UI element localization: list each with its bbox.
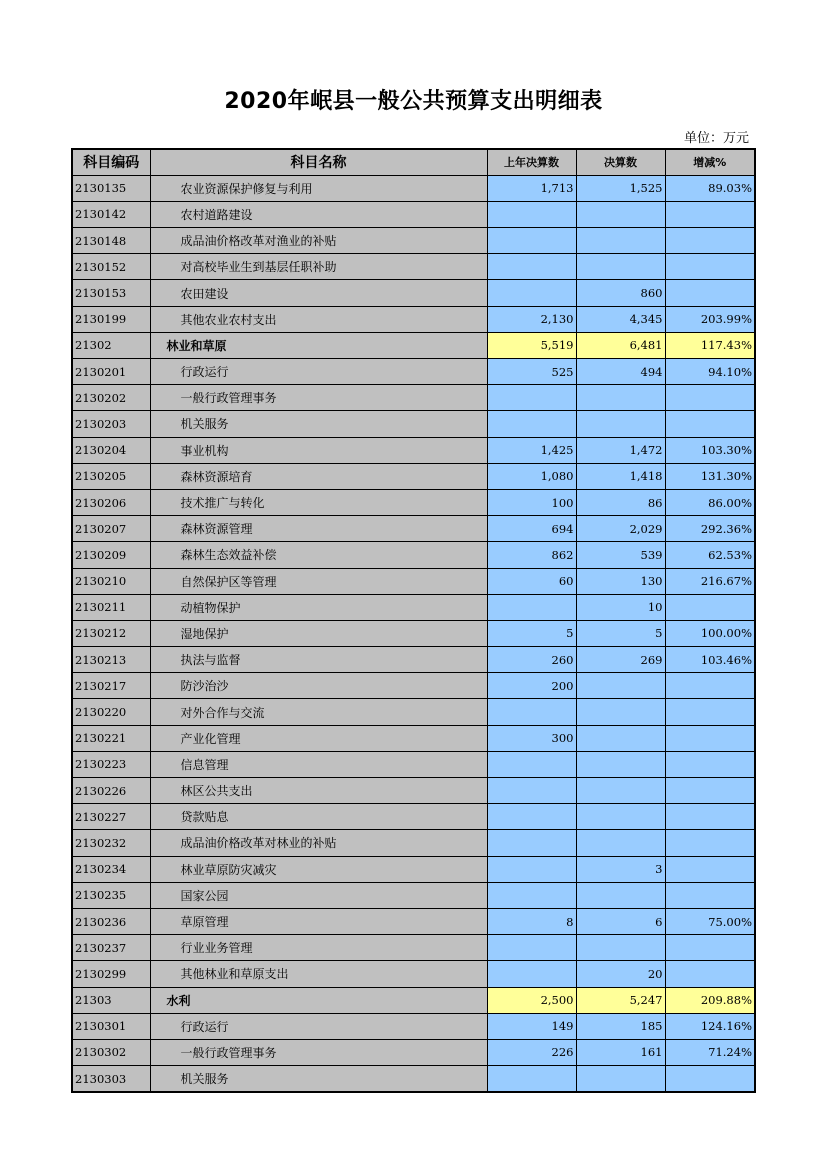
row-final-amount: 130	[576, 568, 665, 594]
row-change-percent	[665, 385, 755, 411]
row-name: 信息管理	[150, 751, 487, 777]
row-change-percent	[665, 856, 755, 882]
row-change-percent	[665, 725, 755, 751]
row-change-percent: 103.30%	[665, 437, 755, 463]
table-row	[72, 647, 755, 673]
table-row	[72, 201, 755, 227]
row-prev-amount	[487, 961, 576, 987]
header-prev: 上年决算数	[487, 149, 576, 175]
row-change-percent: 86.00%	[665, 489, 755, 515]
row-prev-amount	[487, 228, 576, 254]
row-name: 森林资源培育	[150, 463, 487, 489]
row-final-amount: 86	[576, 489, 665, 515]
row-final-amount	[576, 385, 665, 411]
row-change-percent: 103.46%	[665, 647, 755, 673]
table-row	[72, 856, 755, 882]
row-code: 2130199	[72, 306, 150, 332]
row-change-percent	[665, 594, 755, 620]
row-final-amount	[576, 804, 665, 830]
table-row	[72, 254, 755, 280]
row-change-percent: 75.00%	[665, 908, 755, 934]
row-prev-amount: 2,500	[487, 987, 576, 1013]
table-row	[72, 463, 755, 489]
row-final-amount	[576, 935, 665, 961]
row-final-amount: 5	[576, 620, 665, 646]
row-prev-amount: 8	[487, 908, 576, 934]
row-final-amount: 5,247	[576, 987, 665, 1013]
row-change-percent	[665, 280, 755, 306]
row-change-percent	[665, 201, 755, 227]
row-name: 事业机构	[150, 437, 487, 463]
table-row	[72, 542, 755, 568]
row-name: 农田建设	[150, 280, 487, 306]
row-final-amount: 6	[576, 908, 665, 934]
row-name: 成品油价格改革对渔业的补贴	[150, 228, 487, 254]
row-change-percent: 203.99%	[665, 306, 755, 332]
row-code: 21302	[72, 332, 150, 358]
row-change-percent	[665, 935, 755, 961]
row-prev-amount	[487, 856, 576, 882]
row-code: 2130202	[72, 385, 150, 411]
row-change-percent: 71.24%	[665, 1039, 755, 1065]
row-change-percent	[665, 1066, 755, 1093]
row-final-amount: 539	[576, 542, 665, 568]
row-prev-amount	[487, 1066, 576, 1093]
row-name: 机关服务	[150, 1066, 487, 1093]
row-code: 2130227	[72, 804, 150, 830]
row-change-percent	[665, 830, 755, 856]
row-name: 农业资源保护修复与利用	[150, 175, 487, 201]
row-prev-amount: 100	[487, 489, 576, 515]
row-name: 机关服务	[150, 411, 487, 437]
row-final-amount	[576, 673, 665, 699]
row-final-amount: 1,525	[576, 175, 665, 201]
row-name: 林业草原防灾减灾	[150, 856, 487, 882]
row-final-amount: 2,029	[576, 516, 665, 542]
row-code: 2130221	[72, 725, 150, 751]
row-name: 水利	[150, 987, 487, 1013]
row-code: 2130148	[72, 228, 150, 254]
table-row	[72, 437, 755, 463]
unit-label: 单位：万元	[683, 131, 749, 146]
row-prev-amount: 200	[487, 673, 576, 699]
table-row	[72, 489, 755, 515]
row-code: 2130237	[72, 935, 150, 961]
row-code: 2130204	[72, 437, 150, 463]
row-final-amount	[576, 751, 665, 777]
row-final-amount: 10	[576, 594, 665, 620]
row-prev-amount: 5,519	[487, 332, 576, 358]
row-final-amount: 1,418	[576, 463, 665, 489]
row-name: 行业业务管理	[150, 935, 487, 961]
row-name: 森林资源管理	[150, 516, 487, 542]
table-row	[72, 568, 755, 594]
row-prev-amount	[487, 280, 576, 306]
row-final-amount: 20	[576, 961, 665, 987]
table-row	[72, 830, 755, 856]
row-prev-amount: 2,130	[487, 306, 576, 332]
row-change-percent	[665, 411, 755, 437]
row-name: 其他林业和草原支出	[150, 961, 487, 987]
table-row	[72, 411, 755, 437]
row-name: 行政运行	[150, 1013, 487, 1039]
row-name: 防沙治沙	[150, 673, 487, 699]
row-prev-amount: 525	[487, 359, 576, 385]
header-name: 科目名称	[150, 149, 487, 175]
row-name: 行政运行	[150, 359, 487, 385]
row-prev-amount	[487, 778, 576, 804]
row-code: 2130217	[72, 673, 150, 699]
row-name: 一般行政管理事务	[150, 1039, 487, 1065]
row-prev-amount: 694	[487, 516, 576, 542]
row-name: 草原管理	[150, 908, 487, 934]
row-name: 林区公共支出	[150, 778, 487, 804]
table-row	[72, 804, 755, 830]
row-final-amount	[576, 725, 665, 751]
table-row	[72, 175, 755, 201]
row-prev-amount	[487, 201, 576, 227]
row-prev-amount: 5	[487, 620, 576, 646]
row-code: 2130303	[72, 1066, 150, 1093]
row-change-percent: 131.30%	[665, 463, 755, 489]
row-name: 林业和草原	[150, 332, 487, 358]
row-name: 自然保护区等管理	[150, 568, 487, 594]
row-code: 2130153	[72, 280, 150, 306]
row-final-amount: 185	[576, 1013, 665, 1039]
row-prev-amount	[487, 385, 576, 411]
row-code: 2130206	[72, 489, 150, 515]
table-row	[72, 673, 755, 699]
row-change-percent	[665, 254, 755, 280]
row-name: 执法与监督	[150, 647, 487, 673]
table-row	[72, 359, 755, 385]
row-code: 2130301	[72, 1013, 150, 1039]
row-name: 对外合作与交流	[150, 699, 487, 725]
row-name: 其他农业农村支出	[150, 306, 487, 332]
row-change-percent	[665, 228, 755, 254]
row-final-amount	[576, 254, 665, 280]
row-final-amount	[576, 699, 665, 725]
header-final: 决算数	[576, 149, 665, 175]
row-final-amount: 4,345	[576, 306, 665, 332]
table-row	[72, 228, 755, 254]
row-code: 2130213	[72, 647, 150, 673]
table-row	[72, 882, 755, 908]
row-change-percent	[665, 699, 755, 725]
row-code: 2130203	[72, 411, 150, 437]
row-name: 一般行政管理事务	[150, 385, 487, 411]
row-change-percent: 209.88%	[665, 987, 755, 1013]
row-name: 湿地保护	[150, 620, 487, 646]
row-code: 2130235	[72, 882, 150, 908]
row-code: 21303	[72, 987, 150, 1013]
row-prev-amount: 1,080	[487, 463, 576, 489]
table-header-row	[72, 149, 755, 175]
row-prev-amount	[487, 882, 576, 908]
row-prev-amount	[487, 594, 576, 620]
table-row	[72, 280, 755, 306]
row-code: 2130236	[72, 908, 150, 934]
row-change-percent	[665, 751, 755, 777]
row-change-percent	[665, 673, 755, 699]
table-row	[72, 778, 755, 804]
row-final-amount: 6,481	[576, 332, 665, 358]
row-change-percent	[665, 882, 755, 908]
row-code: 2130232	[72, 830, 150, 856]
row-code: 2130210	[72, 568, 150, 594]
row-code: 2130209	[72, 542, 150, 568]
row-final-amount	[576, 411, 665, 437]
row-prev-amount: 1,713	[487, 175, 576, 201]
row-final-amount	[576, 1066, 665, 1093]
row-prev-amount: 1,425	[487, 437, 576, 463]
row-code: 2130220	[72, 699, 150, 725]
table-row	[72, 725, 755, 751]
row-prev-amount	[487, 699, 576, 725]
row-code: 2130201	[72, 359, 150, 385]
row-final-amount	[576, 201, 665, 227]
row-final-amount	[576, 778, 665, 804]
page-title: 2020年岷县一般公共预算支出明细表	[224, 89, 603, 114]
table-row	[72, 751, 755, 777]
row-final-amount: 1,472	[576, 437, 665, 463]
row-code: 2130152	[72, 254, 150, 280]
category-row	[72, 987, 755, 1013]
table-row	[72, 620, 755, 646]
row-change-percent: 100.00%	[665, 620, 755, 646]
table-row	[72, 1039, 755, 1065]
row-prev-amount	[487, 935, 576, 961]
row-name: 农村道路建设	[150, 201, 487, 227]
row-change-percent	[665, 804, 755, 830]
row-code: 2130226	[72, 778, 150, 804]
row-final-amount: 161	[576, 1039, 665, 1065]
row-change-percent: 94.10%	[665, 359, 755, 385]
row-code: 2130299	[72, 961, 150, 987]
row-code: 2130135	[72, 175, 150, 201]
row-final-amount: 494	[576, 359, 665, 385]
table-row	[72, 935, 755, 961]
table-row	[72, 1066, 755, 1093]
row-name: 动植物保护	[150, 594, 487, 620]
row-final-amount	[576, 882, 665, 908]
table-row	[72, 699, 755, 725]
row-change-percent	[665, 778, 755, 804]
row-name: 国家公园	[150, 882, 487, 908]
row-code: 2130223	[72, 751, 150, 777]
row-code: 2130207	[72, 516, 150, 542]
table-row	[72, 961, 755, 987]
row-prev-amount	[487, 804, 576, 830]
table-row	[72, 516, 755, 542]
row-prev-amount: 300	[487, 725, 576, 751]
row-prev-amount	[487, 411, 576, 437]
header-code: 科目编码	[72, 149, 150, 175]
row-prev-amount	[487, 830, 576, 856]
table-row	[72, 1013, 755, 1039]
row-prev-amount	[487, 254, 576, 280]
row-prev-amount: 260	[487, 647, 576, 673]
row-code: 2130212	[72, 620, 150, 646]
row-prev-amount: 226	[487, 1039, 576, 1065]
row-change-percent: 89.03%	[665, 175, 755, 201]
row-code: 2130211	[72, 594, 150, 620]
table-row	[72, 594, 755, 620]
row-code: 2130234	[72, 856, 150, 882]
row-name: 技术推广与转化	[150, 489, 487, 515]
budget-table	[71, 148, 756, 1093]
row-change-percent: 124.16%	[665, 1013, 755, 1039]
row-change-percent: 292.36%	[665, 516, 755, 542]
row-prev-amount: 862	[487, 542, 576, 568]
row-name: 对高校毕业生到基层任职补助	[150, 254, 487, 280]
table-row	[72, 908, 755, 934]
header-change: 增减%	[665, 149, 755, 175]
row-name: 森林生态效益补偿	[150, 542, 487, 568]
row-change-percent: 62.53%	[665, 542, 755, 568]
row-name: 贷款贴息	[150, 804, 487, 830]
row-final-amount	[576, 830, 665, 856]
row-prev-amount: 60	[487, 568, 576, 594]
row-prev-amount: 149	[487, 1013, 576, 1039]
row-final-amount	[576, 228, 665, 254]
row-change-percent: 216.67%	[665, 568, 755, 594]
row-final-amount: 3	[576, 856, 665, 882]
row-name: 产业化管理	[150, 725, 487, 751]
row-final-amount: 860	[576, 280, 665, 306]
row-prev-amount	[487, 751, 576, 777]
row-name: 成品油价格改革对林业的补贴	[150, 830, 487, 856]
row-code: 2130302	[72, 1039, 150, 1065]
row-final-amount: 269	[576, 647, 665, 673]
row-code: 2130205	[72, 463, 150, 489]
category-row	[72, 332, 755, 358]
table-row	[72, 385, 755, 411]
row-code: 2130142	[72, 201, 150, 227]
row-change-percent	[665, 961, 755, 987]
row-change-percent: 117.43%	[665, 332, 755, 358]
table-row	[72, 306, 755, 332]
